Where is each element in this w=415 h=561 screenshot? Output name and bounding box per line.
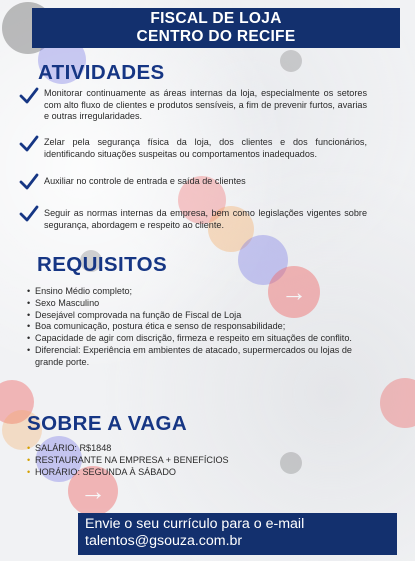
job-location: CENTRO DO RECIFE bbox=[136, 28, 296, 45]
atividade-item: Monitorar continuamente as áreas internas da loja, especialmente os setores com alto fluxo de clientes e produtos sensíveis, a fim de prevenir furtos, avarias e outras irregularidades. bbox=[44, 88, 367, 122]
vaga-item-horario: • HORÁRIO: SEGUNDA À SÁBADO bbox=[27, 467, 327, 479]
atividade-item: Auxiliar no controle de entrada e saída de clientes bbox=[44, 176, 246, 186]
atividade-item: Seguir as normas internas da empresa, bem como legislações vigentes sobre segurança, abordagem e respeito ao cliente. bbox=[44, 208, 367, 230]
watermark-logo bbox=[280, 50, 302, 72]
section-title-requisitos: REQUISITOS bbox=[37, 253, 168, 276]
requisito-item: • Diferencial: Experiência em ambientes de atacado, supermercados ou lojas de grande porte. bbox=[27, 345, 372, 369]
check-icon bbox=[19, 204, 39, 224]
job-title-banner bbox=[32, 8, 400, 48]
requisitos-list bbox=[27, 286, 372, 369]
contact-email[interactable]: talentos@gsouza.com.br bbox=[85, 533, 243, 549]
requisito-item: • Boa comunicação, postura ética e senso de responsabilidade; bbox=[27, 321, 372, 333]
section-title-atividades: ATIVIDADES bbox=[38, 61, 165, 84]
contact-text: Envie o seu currículo para o e-mail bbox=[85, 516, 305, 532]
check-icon bbox=[19, 134, 39, 154]
requisito-item: • Capacidade de agir com discrição, firmeza e respeito em situações de conflito. bbox=[27, 333, 372, 345]
contact-banner bbox=[78, 513, 397, 555]
section-title-vaga: SOBRE A VAGA bbox=[27, 412, 188, 435]
vaga-item-beneficios: • RESTAURANTE NA EMPRESA + BENEFÍCIOS bbox=[27, 455, 327, 467]
job-title: FISCAL DE LOJA bbox=[150, 10, 282, 27]
vaga-list bbox=[27, 443, 327, 478]
requisito-item: • Sexo Masculino bbox=[27, 298, 372, 310]
atividade-item: Zelar pela segurança física da loja, dos clientes e dos funcionários, identificando situações suspeitas ou comportamentos inadequados. bbox=[44, 137, 367, 159]
watermark-arrow: → bbox=[268, 266, 320, 318]
vaga-item-salario: • SALÁRIO: R$1848 bbox=[27, 443, 327, 455]
watermark-arrow: → bbox=[68, 466, 118, 516]
requisito-item: • Ensino Médio completo; bbox=[27, 286, 372, 298]
check-icon bbox=[19, 172, 39, 192]
requisito-item: • Desejável comprovada na função de Fiscal de Loja bbox=[27, 310, 372, 322]
watermark-logo bbox=[380, 378, 415, 428]
check-icon bbox=[19, 86, 39, 106]
